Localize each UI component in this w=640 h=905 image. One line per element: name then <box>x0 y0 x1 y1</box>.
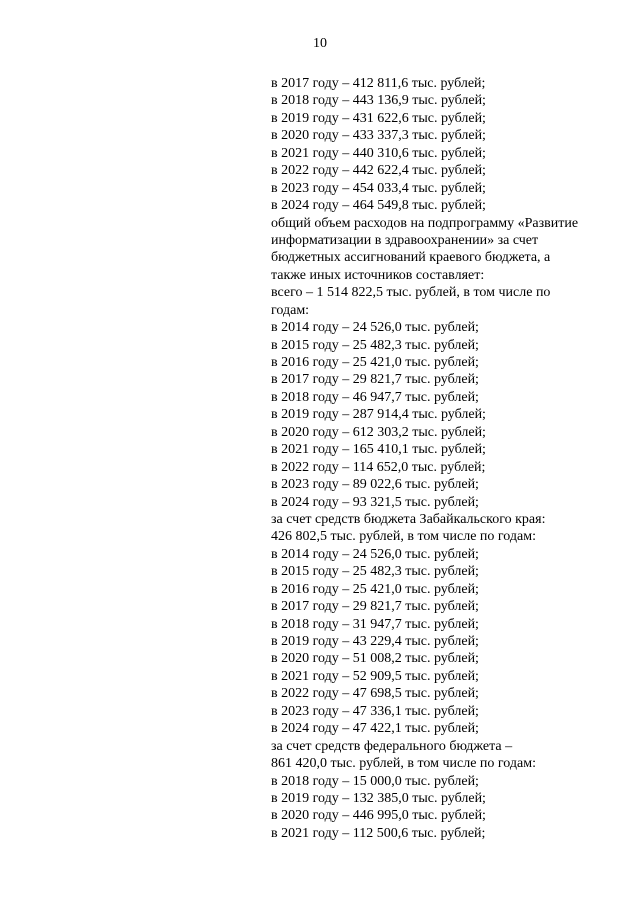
text-line: 426 802,5 тыс. рублей, в том числе по годам: <box>271 529 536 545</box>
text-line: в 2023 году – 454 033,4 тыс. рублей; <box>271 180 486 196</box>
text-line: в 2019 году – 287 914,4 тыс. рублей; <box>271 407 486 423</box>
text-line: информатизации в здравоохранении» за счет <box>271 232 539 248</box>
text-line: в 2023 году – 47 336,1 тыс. рублей; <box>271 703 479 719</box>
text-line: за счет средств федерального бюджета – <box>271 738 513 754</box>
text-line: в 2022 году – 442 622,4 тыс. рублей; <box>271 163 486 179</box>
text-line: в 2018 году – 15 000,0 тыс. рублей; <box>271 773 479 789</box>
text-line: в 2018 году – 31 947,7 тыс. рублей; <box>271 616 479 632</box>
text-line: 861 420,0 тыс. рублей, в том числе по годам: <box>271 756 536 772</box>
text-line: в 2020 году – 612 303,2 тыс. рублей; <box>271 424 486 440</box>
text-line: в 2021 году – 165 410,1 тыс. рублей; <box>271 442 486 458</box>
text-line: в 2019 году – 431 622,6 тыс. рублей; <box>271 110 486 126</box>
text-line: в 2024 году – 47 422,1 тыс. рублей; <box>271 721 479 737</box>
text-line: в 2023 году – 89 022,6 тыс. рублей; <box>271 477 479 493</box>
text-line: всего – 1 514 822,5 тыс. рублей, в том числе по <box>271 285 551 301</box>
text-line: в 2019 году – 132 385,0 тыс. рублей; <box>271 790 486 806</box>
text-line: за счет средств бюджета Забайкальского края: <box>271 511 546 527</box>
text-line: в 2022 году – 47 698,5 тыс. рублей; <box>271 686 479 702</box>
text-line: в 2014 году – 24 526,0 тыс. рублей; <box>271 546 479 562</box>
text-line: в 2018 году – 443 136,9 тыс. рублей; <box>271 93 486 109</box>
text-line: общий объем расходов на подпрограмму «Развитие <box>271 215 579 231</box>
text-line: в 2020 году – 446 995,0 тыс. рублей; <box>271 808 486 824</box>
text-line: в 2016 году – 25 421,0 тыс. рублей; <box>271 581 479 597</box>
text-line: в 2015 году – 25 482,3 тыс. рублей; <box>271 337 479 353</box>
text-line: в 2024 году – 464 549,8 тыс. рублей; <box>271 198 486 214</box>
text-line: бюджетных ассигнований краевого бюджета, а <box>271 250 551 266</box>
document-body <box>271 75 611 842</box>
text-line: годам: <box>271 302 310 318</box>
text-line: в 2018 году – 46 947,7 тыс. рублей; <box>271 389 479 405</box>
text-line: в 2017 году – 29 821,7 тыс. рублей; <box>271 599 479 615</box>
text-line: в 2022 году – 114 652,0 тыс. рублей; <box>271 459 486 475</box>
text-line: в 2019 году – 43 229,4 тыс. рублей; <box>271 634 479 649</box>
text-line: в 2017 году – 412 811,6 тыс. рублей; <box>271 76 486 91</box>
text-line: в 2021 году – 112 500,6 тыс. рублей; <box>271 825 486 841</box>
text-line: в 2014 году – 24 526,0 тыс. рублей; <box>271 320 479 336</box>
text-line: в 2016 году – 25 421,0 тыс. рублей; <box>271 355 479 370</box>
text-line: в 2020 году – 433 337,3 тыс. рублей; <box>271 128 486 144</box>
text-line: также иных источников составляет: <box>271 267 485 283</box>
text-line: в 2020 году – 51 008,2 тыс. рублей; <box>271 651 479 667</box>
text-line: в 2021 году – 52 909,5 тыс. рублей; <box>271 668 479 684</box>
text-line: в 2021 году – 440 310,6 тыс. рублей; <box>271 145 486 161</box>
page-number: 10 <box>313 36 327 51</box>
text-line: в 2015 году – 25 482,3 тыс. рублей; <box>271 564 479 580</box>
text-line: в 2017 году – 29 821,7 тыс. рублей; <box>271 372 479 388</box>
text-line: в 2024 году – 93 321,5 тыс. рублей; <box>271 494 479 510</box>
